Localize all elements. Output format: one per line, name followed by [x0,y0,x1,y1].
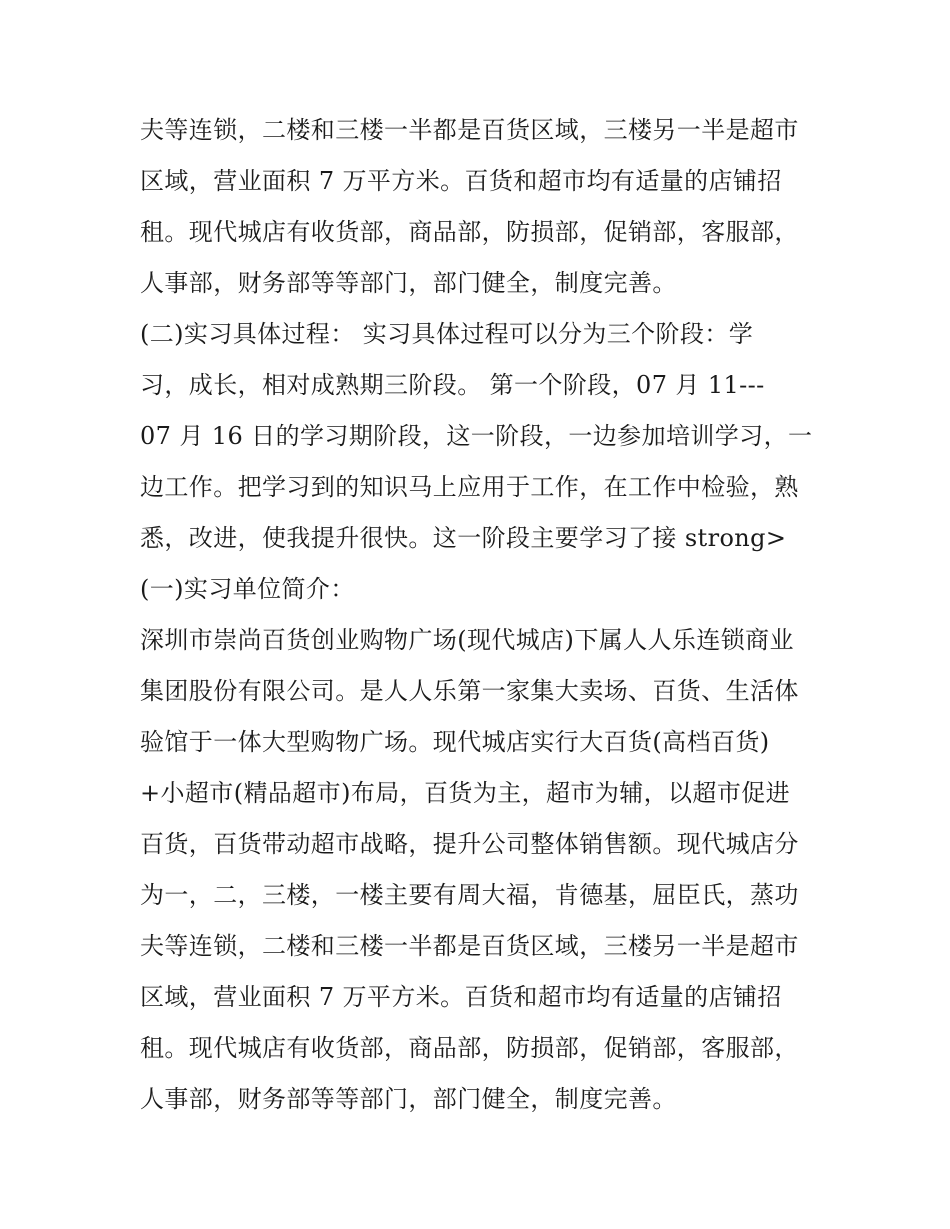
text-line-12: 集团股份有限公司。是人人乐第一家集大卖场、百货、生活体 [140,677,799,705]
text-line-7: 07 月 16 日的学习期阶段，这一阶段，一边参加培训学习，一 [140,422,813,450]
text-line-6: 习，成长，相对成熟期三阶段。 第一个阶段，07 月 11--- [140,371,765,399]
text-line-8: 边工作。把学习到的知识马上应用于工作，在工作中检验，熟 [140,473,799,501]
text-line-3: 租。现代城店有收货部，商品部，防损部，促销部，客服部， [140,218,799,246]
text-line-1: 夫等连锁，二楼和三楼一半都是百货区域，三楼另一半是超市 [140,116,799,144]
text-line-4: 人事部，财务部等等部门，部门健全，制度完善。 [140,269,677,297]
text-line-13: 验馆于一体大型购物广场。现代城店实行大百货(高档百货) [140,728,770,756]
section-heading-process: (二)实习具体过程： 实习具体过程可以分为三个阶段：学 [140,320,754,348]
section-heading-unit-intro: (一)实习单位简介： [140,575,355,603]
text-line-16: 为一，二，三楼，一楼主要有周大福，肯德基，屈臣氏，蒸功 [140,881,799,909]
text-line-20: 人事部，财务部等等部门，部门健全，制度完善。 [140,1085,677,1113]
text-line-9: 悉，改进，使我提升很快。这一阶段主要学习了接 strong> [140,524,787,552]
text-line-2: 区域，营业面积 7 万平方米。百货和超市均有适量的店铺招 [140,167,782,195]
text-line-11: 深圳市崇尚百货创业购物广场(现代城店)下属人人乐连锁商业 [140,626,794,654]
text-line-14: +小超市(精品超市)布局，百货为主，超市为辅，以超市促进 [140,779,791,807]
text-line-15: 百货，百货带动超市战略，提升公司整体销售额。现代城店分 [140,830,799,858]
text-line-17: 夫等连锁，二楼和三楼一半都是百货区域，三楼另一半是超市 [140,932,799,960]
text-line-19: 租。现代城店有收货部，商品部，防损部，促销部，客服部， [140,1034,799,1062]
text-line-18: 区域，营业面积 7 万平方米。百货和超市均有适量的店铺招 [140,983,782,1011]
